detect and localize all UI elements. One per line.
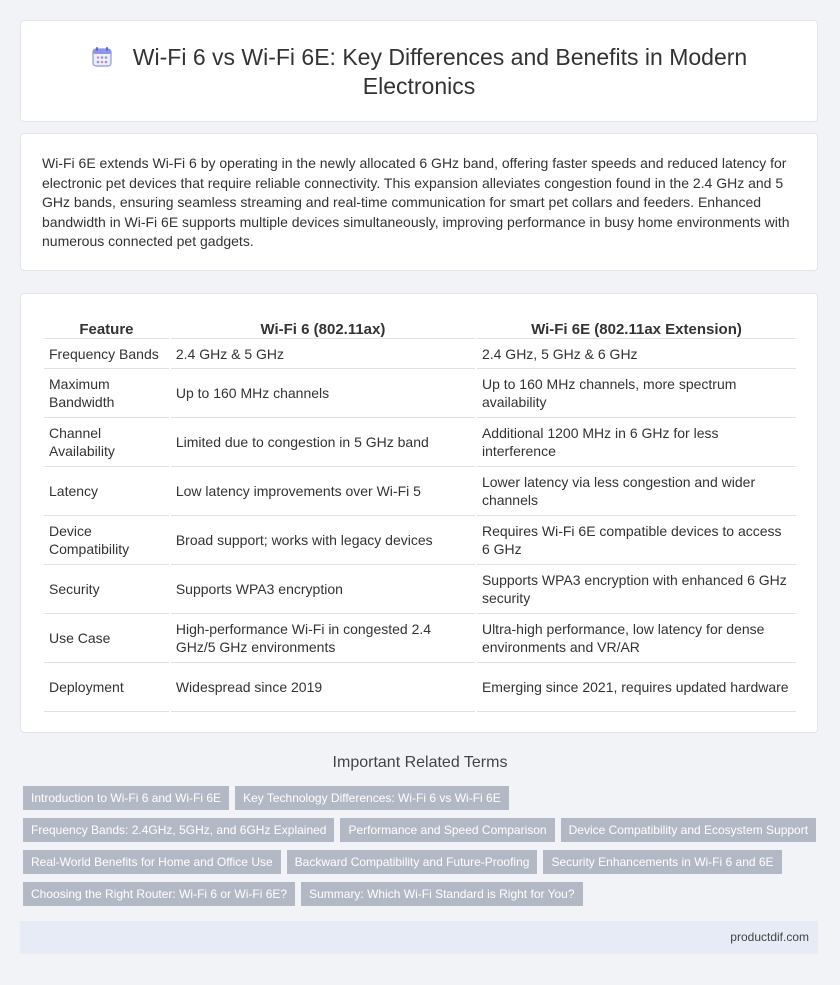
- table-row: [44, 339, 796, 369]
- intro-card: [20, 133, 818, 271]
- related-terms-title: Important Related Terms: [332, 754, 508, 771]
- table-row: [44, 418, 796, 467]
- related-term-link[interactable]: Performance and Speed Comparison: [340, 818, 554, 842]
- table-row: [44, 614, 796, 663]
- page-title-text: Wi-Fi 6 vs Wi-Fi 6E: Key Differences and Benefits in Modern Electronics: [132, 44, 748, 99]
- intro-paragraph: Wi-Fi 6E extends Wi-Fi 6 by operating in the newly allocated 6 GHz band, offering faster speeds and reduced latency for electronic pet devices that require reliable connectivity. This expansion alleviates congestion found in the 2.4 GHz and 5 GHz bands, ensuring seamless streaming and real-time communication for smart pet collars and feeders. Enhanced bandwidth in Wi-Fi 6E supports multiple devices simultaneously, improving performance in busy home environments with numerous connected pet gadgets.: [42, 155, 790, 250]
- wifi6e-cell: Up to 160 MHz channels, more spectrum availability: [477, 369, 796, 418]
- wifi6e-cell: Lower latency via less congestion and wider channels: [477, 467, 796, 516]
- wifi6-cell: Supports WPA3 encryption: [171, 565, 475, 614]
- feature-cell: Frequency Bands: [44, 339, 169, 369]
- related-terms-list: [23, 786, 823, 906]
- table-row: [44, 663, 796, 712]
- table-header-row: [44, 314, 796, 339]
- table-row: [44, 369, 796, 418]
- related-term-link[interactable]: Backward Compatibility and Future-Proofing: [287, 850, 538, 874]
- related-term-link[interactable]: Key Technology Differences: Wi-Fi 6 vs Wi-Fi 6E: [235, 786, 509, 810]
- feature-cell: Deployment: [44, 663, 169, 712]
- table-row: [44, 467, 796, 516]
- related-term-link[interactable]: Security Enhancements in Wi-Fi 6 and 6E: [543, 850, 781, 874]
- wifi6e-cell: 2.4 GHz, 5 GHz & 6 GHz: [477, 339, 796, 369]
- table-row: [44, 516, 796, 565]
- feature-cell: Security: [44, 565, 169, 614]
- wifi6-cell: High-performance Wi-Fi in congested 2.4 GHz/5 GHz environments: [171, 614, 475, 663]
- related-term-link[interactable]: Real-World Benefits for Home and Office Use: [23, 850, 281, 874]
- wifi6e-cell: Requires Wi-Fi 6E compatible devices to access 6 GHz: [477, 516, 796, 565]
- wifi6e-cell: Emerging since 2021, requires updated hardware: [477, 663, 796, 712]
- comparison-table: [42, 314, 798, 712]
- feature-cell: Maximum Bandwidth: [44, 369, 169, 418]
- related-term-link[interactable]: Summary: Which Wi-Fi Standard is Right for You?: [301, 882, 582, 906]
- footer: [20, 921, 818, 954]
- wifi6-cell: 2.4 GHz & 5 GHz: [171, 339, 475, 369]
- footer-site-name[interactable]: productdif.com: [730, 930, 809, 944]
- table-row: [44, 565, 796, 614]
- page-title: [81, 43, 757, 101]
- related-term-link[interactable]: Frequency Bands: 2.4GHz, 5GHz, and 6GHz Explained: [23, 818, 334, 842]
- comparison-card: [20, 293, 818, 733]
- wifi6e-cell: Ultra-high performance, low latency for dense environments and VR/AR: [477, 614, 796, 663]
- wifi6-cell: Broad support; works with legacy devices: [171, 516, 475, 565]
- feature-cell: Device Compatibility: [44, 516, 169, 565]
- related-term-link[interactable]: Choosing the Right Router: Wi-Fi 6 or Wi-Fi 6E?: [23, 882, 295, 906]
- header-feature: Feature: [44, 314, 169, 339]
- header-wifi6: Wi-Fi 6 (802.11ax): [171, 314, 475, 339]
- feature-cell: Latency: [44, 467, 169, 516]
- wifi6-cell: Up to 160 MHz channels: [171, 369, 475, 418]
- wifi6-cell: Limited due to congestion in 5 GHz band: [171, 418, 475, 467]
- wifi6-cell: Widespread since 2019: [171, 663, 475, 712]
- wifi6e-cell: Supports WPA3 encryption with enhanced 6 GHz security: [477, 565, 796, 614]
- calendar-icon: [91, 46, 113, 68]
- feature-cell: Use Case: [44, 614, 169, 663]
- related-term-link[interactable]: Device Compatibility and Ecosystem Support: [561, 818, 816, 842]
- header-wifi6e: Wi-Fi 6E (802.11ax Extension): [477, 314, 796, 339]
- related-term-link[interactable]: Introduction to Wi-Fi 6 and Wi-Fi 6E: [23, 786, 229, 810]
- header-card: [20, 20, 818, 122]
- wifi6-cell: Low latency improvements over Wi-Fi 5: [171, 467, 475, 516]
- wifi6e-cell: Additional 1200 MHz in 6 GHz for less interference: [477, 418, 796, 467]
- feature-cell: Channel Availability: [44, 418, 169, 467]
